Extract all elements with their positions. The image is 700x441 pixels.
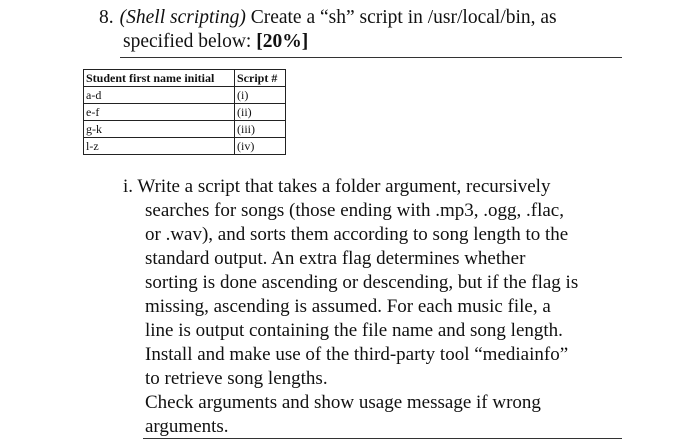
table-row: [84, 138, 286, 155]
question-heading: [99, 6, 629, 54]
cell-script: (iv): [235, 138, 286, 155]
task-line: standard output. An extra flag determines whether: [145, 248, 526, 269]
header-initial: Student first name initial: [84, 70, 235, 87]
cell-script: (ii): [235, 104, 286, 121]
task-line: line is output containing the file name and song length.: [145, 320, 563, 341]
question-intro: Create a “sh” script in /usr/local/bin, as: [250, 7, 557, 28]
question-heading-line-1: [99, 6, 629, 30]
task-line: searches for songs (those ending with .mp3, .ogg, .flac,: [145, 200, 564, 221]
question-points: [20%]: [256, 31, 309, 52]
task-line: sorting is done ascending or descending, but if the flag is: [145, 272, 579, 293]
task-line: to retrieve song lengths.: [145, 368, 328, 389]
task-line: arguments.: [145, 416, 229, 437]
script-assignment-table: [83, 69, 286, 155]
table-row: [84, 87, 286, 104]
task-line: missing, ascending is assumed. For each music file, a: [145, 296, 551, 317]
question-topic: (Shell scripting): [119, 7, 246, 28]
table-header-row: [84, 70, 286, 87]
task-line: Check arguments and show usage message if wrong: [145, 392, 541, 413]
heading-underline: [120, 57, 622, 58]
task-line: or .wav), and sorts them according to song length to the: [145, 224, 569, 245]
question-number: 8.: [99, 7, 114, 28]
task-line: i. Write a script that takes a folder argument, recursively: [123, 176, 551, 197]
cell-script: (iii): [235, 121, 286, 138]
cell-initial: g-k: [84, 121, 235, 138]
table-row: [84, 104, 286, 121]
task-description: [123, 175, 633, 439]
cell-initial: e-f: [84, 104, 235, 121]
question-intro-continued: specified below:: [123, 31, 252, 52]
cell-script: (i): [235, 87, 286, 104]
question-heading-line-2: [99, 30, 629, 54]
table-row: [84, 121, 286, 138]
header-script: Script #: [235, 70, 286, 87]
task-underline: [143, 438, 622, 439]
cell-initial: l-z: [84, 138, 235, 155]
cell-initial: a-d: [84, 87, 235, 104]
task-line: Install and make use of the third-party tool “mediainfo”: [145, 344, 569, 365]
